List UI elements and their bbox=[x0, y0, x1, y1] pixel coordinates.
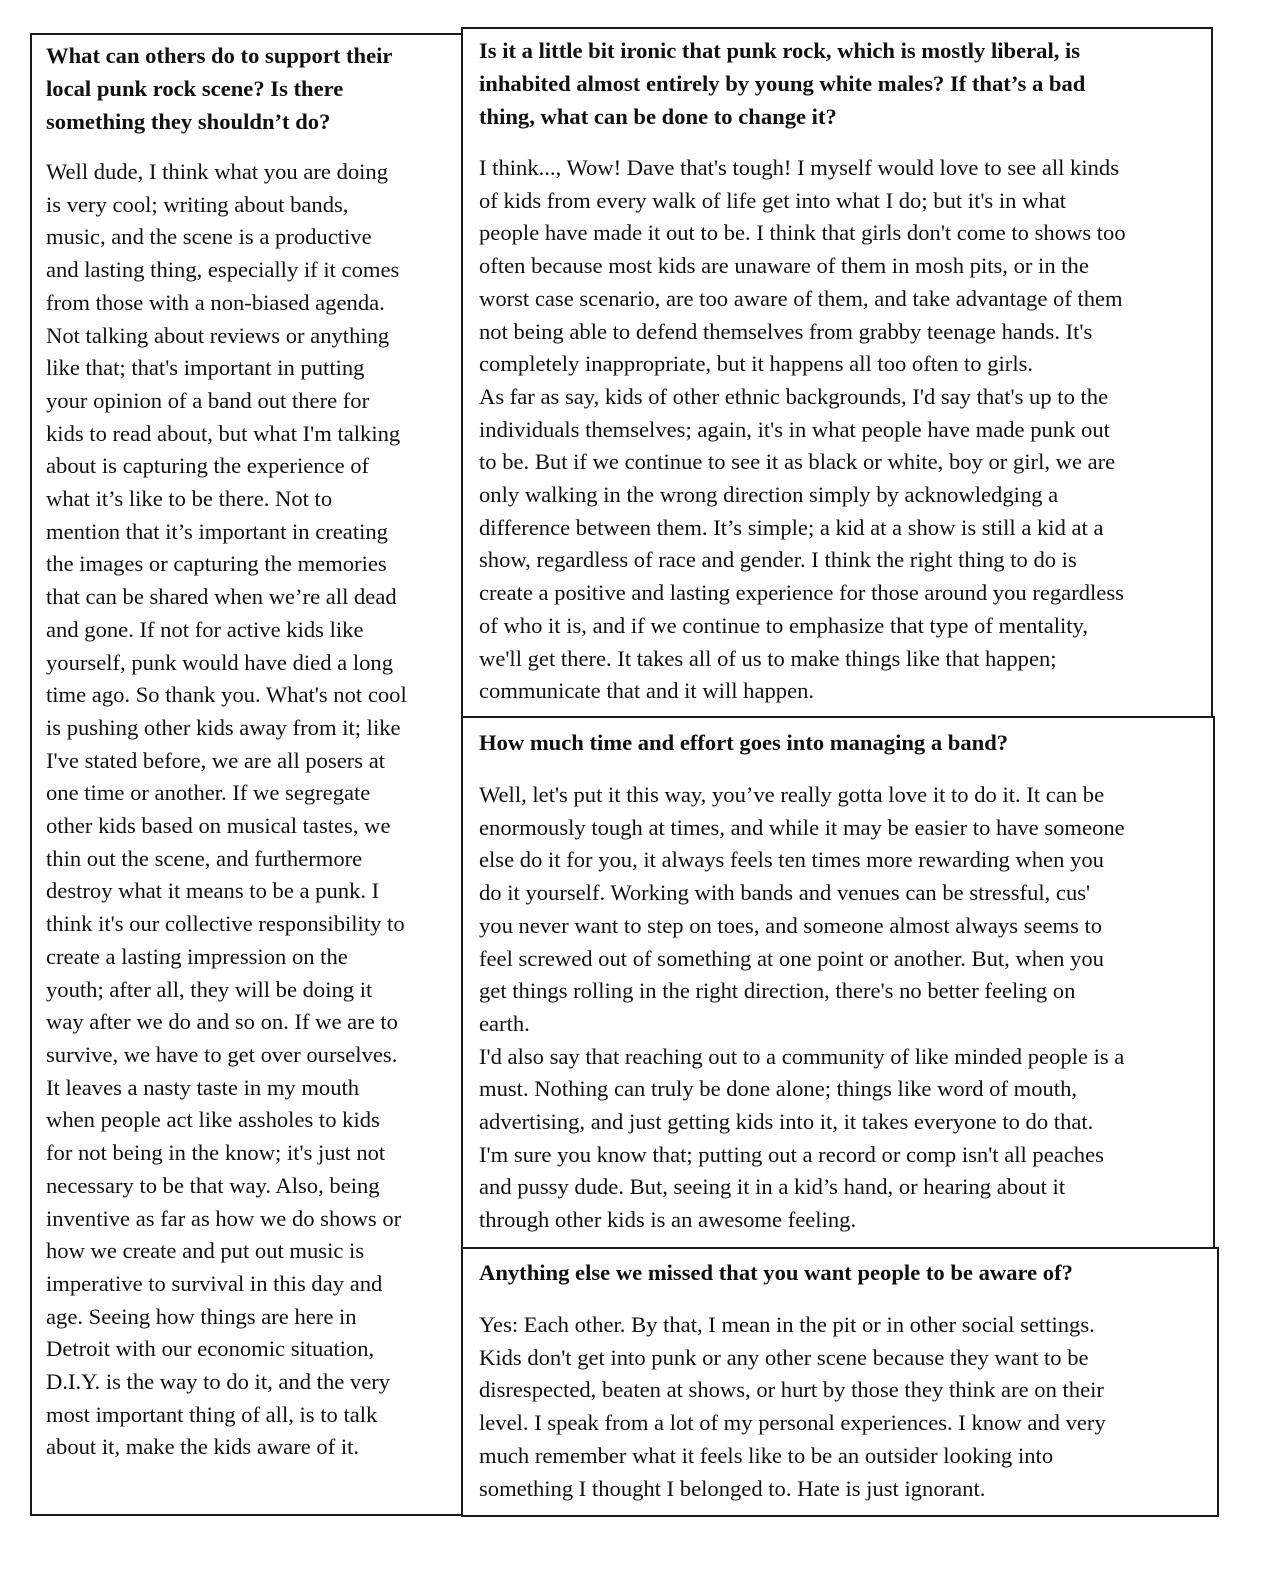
text-line: disrespected, beaten at shows, or hurt by those they think are on their bbox=[479, 1377, 1104, 1403]
text-line: for not being in the know; it's just not bbox=[46, 1140, 386, 1166]
text-line: Kids don't get into punk or any other scene because they want to be bbox=[479, 1344, 1089, 1370]
text-line: we'll get there. It takes all of us to make things like that happen; bbox=[479, 645, 1057, 671]
text-line: imperative to survival in this day and bbox=[46, 1270, 383, 1296]
text-line: What can others do to support their bbox=[46, 43, 393, 68]
text-line: I think..., Wow! Dave that's tough! I myself would love to see all kinds bbox=[479, 155, 1120, 180]
text-line: must. Nothing can truly be done alone; things like word of mouth, bbox=[479, 1076, 1078, 1102]
text-line: feel screwed out of something at one point or another. But, when you bbox=[479, 945, 1104, 971]
text-line: communicate that and it will happen. bbox=[479, 678, 815, 704]
text-line: kids to read about, but what I'm talking bbox=[46, 420, 401, 446]
text-line: and gone. If not for active kids like bbox=[46, 616, 364, 642]
text-line: your opinion of a band out there for bbox=[46, 387, 370, 413]
text-line: often because most kids are unaware of them in mosh pits, or in the bbox=[479, 253, 1089, 279]
text-line: I've stated before, we are all posers at bbox=[46, 747, 386, 773]
text-line: It leaves a nasty taste in my mouth bbox=[46, 1074, 360, 1100]
right-middle-question bbox=[479, 726, 1008, 759]
text-line: people have made it out to be. I think that girls don't come to shows too bbox=[479, 220, 1126, 246]
text-line: how we create and put out music is bbox=[46, 1238, 365, 1264]
text-line: about it, make the kids aware of it. bbox=[46, 1434, 360, 1460]
text-line: that can be shared when we’re all dead bbox=[46, 584, 397, 610]
text-line: when people act like assholes to kids bbox=[46, 1107, 380, 1133]
text-line: Anything else we missed that you want people to be aware of? bbox=[479, 1260, 1073, 1285]
text-line: completely inappropriate, but it happens all too often to girls. bbox=[479, 351, 1034, 377]
text-line: of who it is, and if we continue to emphasize that type of mentality, bbox=[479, 612, 1089, 638]
text-line: youth; after all, they will be doing it bbox=[46, 976, 373, 1002]
text-line: only walking in the wrong direction simply by acknowledging a bbox=[479, 482, 1059, 508]
text-line: what it’s like to be there. Not to bbox=[46, 486, 333, 512]
text-line: one time or another. If we segregate bbox=[46, 780, 371, 806]
text-line: local punk rock scene? Is there bbox=[46, 76, 344, 101]
text-line: Detroit with our economic situation, bbox=[46, 1336, 375, 1362]
text-line: Well, let's put it this way, you’ve really gotta love it to do it. It can be bbox=[479, 782, 1105, 807]
text-line: and pussy dude. But, seeing it in a kid’s hand, or hearing about it bbox=[479, 1174, 1066, 1200]
left-answer bbox=[46, 156, 407, 1464]
text-line: of kids from every walk of life get into what I do; but it's in what bbox=[479, 187, 1066, 213]
text-line: age. Seeing how things are here in bbox=[46, 1303, 357, 1329]
text-line: yourself, punk would have died a long bbox=[46, 649, 393, 675]
text-line: way after we do and so on. If we are to bbox=[46, 1009, 398, 1035]
text-line: individuals themselves; again, it's in what people have made punk out bbox=[479, 416, 1110, 442]
text-line: earth. bbox=[479, 1010, 530, 1036]
text-line: How much time and effort goes into managing a band? bbox=[479, 730, 1009, 755]
text-line: is pushing other kids away from it; like bbox=[46, 714, 401, 740]
text-line: show, regardless of race and gender. I think the right thing to do is bbox=[479, 547, 1077, 573]
text-line: worst case scenario, are too aware of them, and take advantage of them bbox=[479, 285, 1123, 311]
text-line: is very cool; writing about bands, bbox=[46, 191, 349, 217]
text-line: do it yourself. Working with bands and venues can be stressful, cus' bbox=[479, 880, 1091, 906]
text-line: about is capturing the experience of bbox=[46, 453, 370, 479]
text-line: something they shouldn’t do? bbox=[46, 109, 331, 134]
text-line: necessary to be that way. Also, being bbox=[46, 1172, 380, 1198]
text-line: through other kids is an awesome feeling. bbox=[479, 1207, 857, 1233]
right-bottom-question bbox=[479, 1256, 1073, 1289]
text-line: like that; that's important in putting bbox=[46, 355, 365, 381]
text-line: level. I speak from a lot of my personal experiences. I know and very bbox=[479, 1410, 1106, 1436]
text-line: mention that it’s important in creating bbox=[46, 518, 388, 544]
text-line: music, and the scene is a productive bbox=[46, 224, 372, 250]
text-line: something I thought I belonged to. Hate is just ignorant. bbox=[479, 1475, 986, 1501]
text-line: get things rolling in the right direction, there's no better feeling on bbox=[479, 978, 1076, 1004]
text-line: enormously tough at times, and while it may be easier to have someone bbox=[479, 814, 1125, 840]
text-line: Not talking about reviews or anything bbox=[46, 322, 390, 348]
text-line: else do it for you, it always feels ten times more rewarding when you bbox=[479, 847, 1104, 873]
text-line: Yes: Each other. By that, I mean in the pit or in other social settings. bbox=[479, 1312, 1095, 1337]
text-line: most important thing of all, is to talk bbox=[46, 1401, 378, 1427]
text-line: advertising, and just getting kids into it, it takes everyone to do that. bbox=[479, 1109, 1094, 1135]
right-top-answer bbox=[479, 152, 1126, 708]
text-line: Is it a little bit ironic that punk rock, which is mostly liberal, is bbox=[479, 38, 1081, 63]
text-line: create a positive and lasting experience for those around you regardless bbox=[479, 580, 1124, 606]
left-question bbox=[46, 39, 392, 138]
text-line: destroy what it means to be a punk. I bbox=[46, 878, 380, 904]
text-line: inventive as far as how we do shows or bbox=[46, 1205, 402, 1231]
text-line: much remember what it feels like to be an outsider looking into bbox=[479, 1442, 1054, 1468]
right-middle-answer bbox=[479, 779, 1125, 1237]
text-line: and lasting thing, especially if it comes bbox=[46, 257, 400, 283]
text-line: thing, what can be done to change it? bbox=[479, 104, 837, 129]
text-line: difference between them. It’s simple; a kid at a show is still a kid at a bbox=[479, 514, 1104, 540]
text-line: you never want to step on toes, and someone almost always seems to bbox=[479, 912, 1103, 938]
text-line: thin out the scene, and furthermore bbox=[46, 845, 363, 871]
text-line: think it's our collective responsibility to bbox=[46, 911, 405, 937]
text-line: time ago. So thank you. What's not cool bbox=[46, 682, 407, 708]
text-line: create a lasting impression on the bbox=[46, 943, 348, 969]
text-line: inhabited almost entirely by young white males? If that’s a bad bbox=[479, 71, 1086, 96]
text-line: I'm sure you know that; putting out a record or comp isn't all peaches bbox=[479, 1141, 1104, 1167]
right-top-question bbox=[479, 34, 1085, 133]
text-line: Well dude, I think what you are doing bbox=[46, 159, 389, 184]
text-line: As far as say, kids of other ethnic backgrounds, I'd say that's up to the bbox=[479, 383, 1109, 409]
text-line: not being able to defend themselves from grabby teenage hands. It's bbox=[479, 318, 1093, 344]
text-line: to be. But if we continue to see it as black or white, boy or girl, we are bbox=[479, 449, 1116, 475]
text-line: other kids based on musical tastes, we bbox=[46, 813, 391, 839]
right-bottom-answer bbox=[479, 1309, 1106, 1505]
text-line: from those with a non-biased agenda. bbox=[46, 289, 385, 315]
text-line: I'd also say that reaching out to a community of like minded people is a bbox=[479, 1043, 1125, 1069]
text-line: the images or capturing the memories bbox=[46, 551, 387, 577]
text-line: survive, we have to get over ourselves. bbox=[46, 1041, 398, 1067]
text-line: D.I.Y. is the way to do it, and the very bbox=[46, 1369, 391, 1395]
